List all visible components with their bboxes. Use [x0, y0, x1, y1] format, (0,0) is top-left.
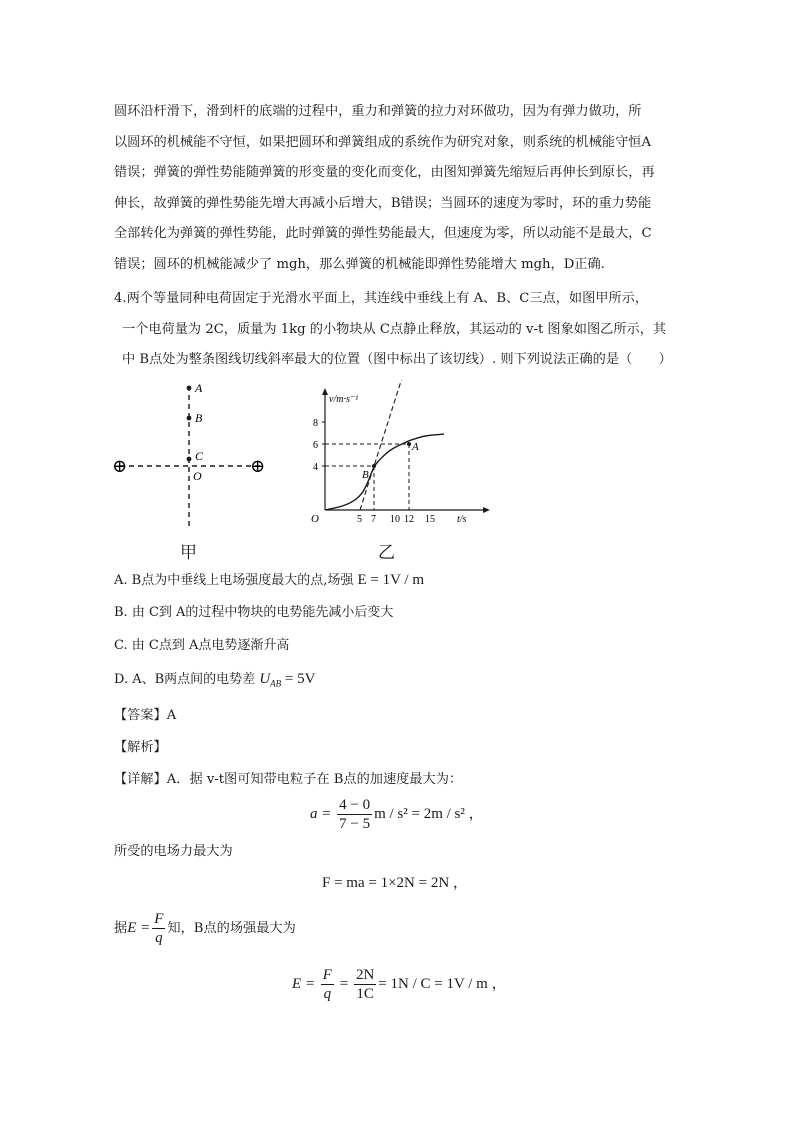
question-line-1: 两个等量同种电荷固定于光滑水平面上，其连线中垂线上有 A、B、C三点，如图甲所示， [126, 291, 649, 306]
y-tick-label: 4 [313, 462, 318, 473]
option-d-tail: = 5V [281, 671, 316, 687]
x-axis-arrow [483, 507, 490, 513]
option-a[interactable] [114, 570, 424, 591]
answer-label: 【答案】 [114, 708, 167, 723]
y-axis-arrow [322, 388, 328, 395]
eq1-rhs: m / s² = 2m / s² ， [374, 805, 484, 822]
label-c: C [195, 449, 204, 463]
caption-jia: 甲 [180, 543, 197, 563]
origin-label: O [311, 513, 319, 525]
detail-line-1 [114, 770, 462, 790]
x-tick-label: 10 [390, 514, 400, 525]
inline-e-den: q [155, 930, 163, 946]
option-a-text: B点为中垂线上电场强度最大的点,场强 [131, 573, 354, 588]
option-d-sub: AB [270, 678, 282, 689]
answer-line [114, 706, 176, 726]
point-b-dot [187, 416, 192, 421]
x-tick-label: 12 [404, 514, 414, 525]
y-tick-label: 8 [313, 418, 318, 429]
detail-line-3 [114, 910, 296, 947]
prev-line-3: 错误；弹簧的弹性势能随弹簧的形变量的变化而变化，由图知弹簧先缩短后再伸长到原长，再 [114, 165, 655, 180]
point-a-dot [187, 386, 192, 391]
prev-line-1: 圆环沿杆滑下，滑到杆的底端的过程中，重力和弹簧的拉力对环做功，因为有弹力做功，所 [114, 104, 642, 119]
answer-value: A [166, 708, 177, 723]
inline-e-num: F [154, 911, 164, 927]
eq3-den2: 1C [356, 986, 374, 1002]
x-tick-label: 5 [357, 514, 362, 525]
prev-explanation [114, 97, 684, 280]
option-d-text: A、B两点间的电势差 [132, 672, 256, 687]
left-charge: ⊕ [112, 456, 128, 476]
option-d-formula: U [259, 671, 271, 687]
point-a-marker [407, 442, 411, 446]
inline-e-lhs: E = [127, 919, 151, 936]
point-b-marker [372, 464, 376, 468]
detail-text-3-post: 知，B点的场强最大为 [167, 920, 296, 936]
y-axis-label: v/m·s⁻¹ [329, 394, 359, 405]
figure-yi-vt-chart [300, 380, 500, 530]
right-charge: ⊕ [250, 456, 266, 476]
prev-line-2: 以圆环的机械能不守恒，如果把圆环和弹簧组成的系统作为研究对象，则系统的机械能守恒A [114, 134, 652, 150]
prev-line-6: 错误；圆环的机械能减少了 mgh，那么弹簧的机械能即弹性势能增大 mgh，D正确. [114, 256, 605, 272]
detail-text-3-pre: 据 [114, 920, 128, 936]
eq1-numerator: 4 − 0 [339, 797, 371, 813]
y-tick-label: 6 [313, 440, 318, 451]
point-c-dot [187, 457, 192, 462]
question-line-3: 中 B点处为整条图线切线斜率最大的位置（图中标出了该切线）. 则下列说法正确的是（ ） [122, 352, 672, 367]
x-axis-label: t/s [457, 514, 467, 525]
label-b: B [195, 411, 203, 425]
point-a-label: A [412, 441, 419, 453]
eq3-num1: F [322, 967, 332, 983]
option-d-prefix: D. [114, 672, 129, 687]
option-b[interactable] [114, 603, 393, 623]
eq3-num2: 2N [355, 967, 375, 983]
detail-text-2: 所受的电场力最大为 [114, 844, 233, 859]
prev-line-5: 全部转化为弹簧的弹性势能，此时弹簧的弹性势能最大，但速度为零，所以动能不是最大，C [114, 226, 652, 241]
eq3-den1: q [323, 986, 332, 1002]
vt-curve [325, 434, 444, 510]
question-4 [114, 284, 689, 376]
question-line-2: 一个电荷量为 2C，质量为 1kg 的小物块从 C点静止释放，其运动的 v-t 图象如图乙所示，其 [122, 321, 667, 337]
x-tick-label: 15 [425, 514, 435, 525]
eq1-lhs: a = [310, 805, 332, 822]
figure-jia [110, 380, 270, 530]
caption-yi: 乙 [378, 543, 395, 563]
option-c-prefix: C. [114, 638, 128, 653]
option-b-prefix: B. [114, 605, 128, 620]
analysis-label: 【解析】 [114, 740, 167, 755]
equation-acceleration [310, 796, 484, 833]
option-a-formula: E = 1V / m [357, 572, 425, 588]
inline-e-formula [127, 911, 167, 946]
label-o: O [193, 469, 202, 483]
prev-line-4: 伸长，故弹簧的弹性势能先增大再减小后增大，B错误；当圆环的速度为零时，环的重力势能 [114, 195, 652, 211]
option-c-text: 由 C点到 A点电势逐渐升高 [131, 638, 290, 653]
label-a: A [195, 381, 203, 395]
equation-field-strength: E = $\frac{F}{q}$ = $\frac{2N}{1C}$ = 1N / C = 1V / m ， [292, 967, 507, 1002]
detail-label: 【详解】 [114, 772, 167, 787]
equation-force: F = ma = 1×2N = 2N ， [322, 875, 468, 891]
question-number: 4. [114, 291, 127, 306]
option-b-text: 由 C到 A的过程中物块的电势能先减小后变大 [131, 605, 394, 620]
option-a-prefix: A. [114, 573, 128, 588]
eq3-rhs: = 1N / C = 1V / m ， [378, 975, 507, 992]
option-d[interactable] [114, 669, 315, 694]
option-c[interactable] [114, 636, 289, 656]
eq1-denominator: 7 − 5 [339, 816, 371, 832]
detail-text-1: A．据 v-t图可知带电粒子在 B点的加速度最大为： [166, 772, 463, 787]
x-tick-label: 7 [371, 514, 376, 525]
eq3-lhs: E = [292, 975, 316, 992]
point-b-label: B [362, 469, 369, 481]
